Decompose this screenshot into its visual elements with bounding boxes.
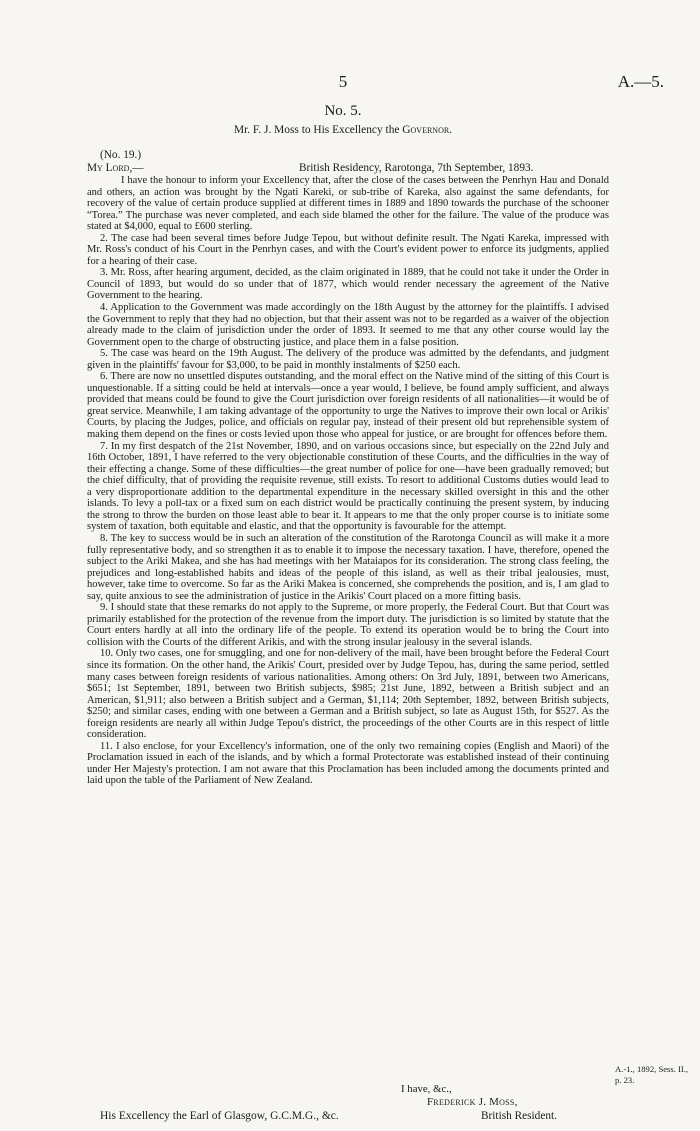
margin-note: A.-1., 1892, Sess. II., p. 23. [615,1064,689,1085]
page-number: 5 [338,72,348,91]
signature-name: Frederick J. Moss, [427,1096,518,1108]
paragraph-6: 6. There are now no unsettled disputes outstanding, and the moral effect on the Native mind of the sitting of this Court is unquestionable. If a sitting could be held at intervals—once a year would, I believe, be found amply sufficient, and always provided that means could be found to give the Court jurisdiction over foreign residents of all nationalities—it would be of great service. Meanwhile, I am taking advantage of the opportunity to urge the Natives to improve their own local or Arikis' Courts, by placing the Judges, police, and officials on regular pay, instead of their present old but reprehensible system of making them depend on the fines or costs levied upon those who appeal for justice, or are brought for offences before them. [87,371,609,441]
paragraph-3: 3. Mr. Ross, after hearing argument, decided, as the claim originated in 1889, that he could not take it under the Order in Council of 1893, but would do so under that of 1877, which would render necessary the agreement of the Native Government to the hearing. [87,267,609,302]
salutation: My Lord,— [87,162,144,174]
paragraph-4: 4. Application to the Government was made accordingly on the 18th August by the attorney for the plaintiffs. I advised the Government to reply that they had no objection, but that their assent was not to be regarded as a waiver of the objection already made to the claim of jurisdiction under the order of 1893. It seemed to me that any other course would lay the Government open to the charge of obstructing justice, and place them in a false position. [87,302,609,348]
paragraph-11: 11. I also enclose, for your Excellency's information, one of the only two remaining copies (English and Maori) of the Proclamation issued in each of the islands, and by which a formal Protectorate was established instead of their continuing under Her Majesty's protection. I am not aware that this Proclamation has been included among the documents printed and laid upon the table of the Parliament of New Zealand. [87,740,609,787]
document-number: No. 5. [324,103,362,119]
paragraph-9: 9. I should state that these remarks do not apply to the Supreme, or more properly, the Federal Court. But that Court was primarily established for the protection of the revenue from the import duty. The jurisdiction is so limited by statute that the Court enters hardly at all into the ordinary life of the people. To extend its operation would be to bring the Court into collision with the Courts of the different Arikis, and with the strong insular jealousy in the several islands. [87,602,609,648]
document-reference: A.—5. [617,72,664,91]
title-from: Mr. F. J. Moss to His Excellency the [233,124,403,136]
document-title [0,124,686,136]
paragraph-7: 7. In my first despatch of the 21st November, 1890, and on various occasions since, but especially on the 22nd July and 16th October, 1891, I have referred to the very objectionable constitution of these Courts, and the difficulties in the way of their effecting a change. Some of these difficulties—the great number of police for one—have been gradually removed; but the chief difficulty, that of providing the requisite revenue, still exists. To resort to additional Customs duties would lead to a very disproportionate addition to the departmental expenditure in the necessary skilled oversight in this and the other islands. To levy a poll-tax or a fixed sum on each district would be practically continuing the present system, by inducing the strong to throw the burden on those least able to bear it. It appears to me that the only proper course is to initiate some system of taxation, both equitable and elastic, and that the opportunity is favourable for the attempt. [87,440,609,533]
closing: I have, &c., [401,1083,452,1095]
signature-title: British Resident. [481,1110,557,1122]
paragraph-1: I have the honour to inform your Excellency that, after the close of the cases between the Penrhyn Hau and Donald and others, an action was brought by the Ngati Kareki, or sub-tribe of Kareka, also against the same defendants, for recovery of the value of certain produce supplied at different times in 1889 and 1890 towards the purchase of the schooner “Torea.” The purchase was never completed, and each side blamed the other for the failure. The value of the produce was stated at $4,000, equal to £600 sterling. [87,175,609,233]
title-to: Governor. [402,124,453,136]
letter-reference: (No. 19.) [100,149,142,161]
addressee: His Excellency the Earl of Glasgow, G.C.M.G., &c. [100,1110,339,1122]
paragraph-2: 2. The case had been several times before Judge Tepou, but without definite result. The Ngati Kareka, impressed with Mr. Ross's conduct of his Court in the Penrhyn cases, and with the Court's evident power to enforce its judgments, applied for a hearing of their case. [87,232,609,267]
letter-body [87,175,609,787]
paragraph-10: 10. Only two cases, one for smuggling, and one for non-delivery of the mail, have been brought before the Federal Court since its formation. On the other hand, the Arikis' Court, presided over by Judge Tepou, has, during the same period, settled many cases between foreign residents of various nationalities. Among others: On 3rd July, 1891, between two Americans, $651; 1st September, 1891, between two British subjects, $985; 21st June, 1892, between a British subject and an American, $1,911; also between a British subject and a German, $1,114; 20th September, 1892, between British subjects, $250; and similar cases, ending with one between a German and a British subject, so late as August 15th, for $527. As the foreign residents are nearly all within Judge Tepou's district, the proceedings of the other Courts are in this respect of little consideration. [87,648,609,741]
place-and-date: British Residency, Rarotonga, 7th September, 1893. [299,162,534,174]
paragraph-8: 8. The key to success would be in such an alteration of the constitution of the Rarotonga Council as will make it a more fully representative body, and so strengthen it as to enable it to impose the necessary taxation. I have, therefore, opened the subject to the Ariki Makea, and she has had meetings with her Mataiapos for its consideration. The strong class feeling, the prejudices and long-established habits and ideas of the people of this island, as well as their tribal jealousies, must, however, take time to overcome. So far as the Ariki Makea is concerned, she comprehends the position, and is, I am glad to say, quite anxious to see the administration of justice in the Arikis' Court placed on a more fitting basis. [87,532,609,602]
paragraph-5: 5. The case was heard on the 19th August. The delivery of the produce was admitted by the defendants, and judgment given in the plaintiffs' favour for $3,000, to be paid in monthly instalments of $250 each. [87,348,609,371]
